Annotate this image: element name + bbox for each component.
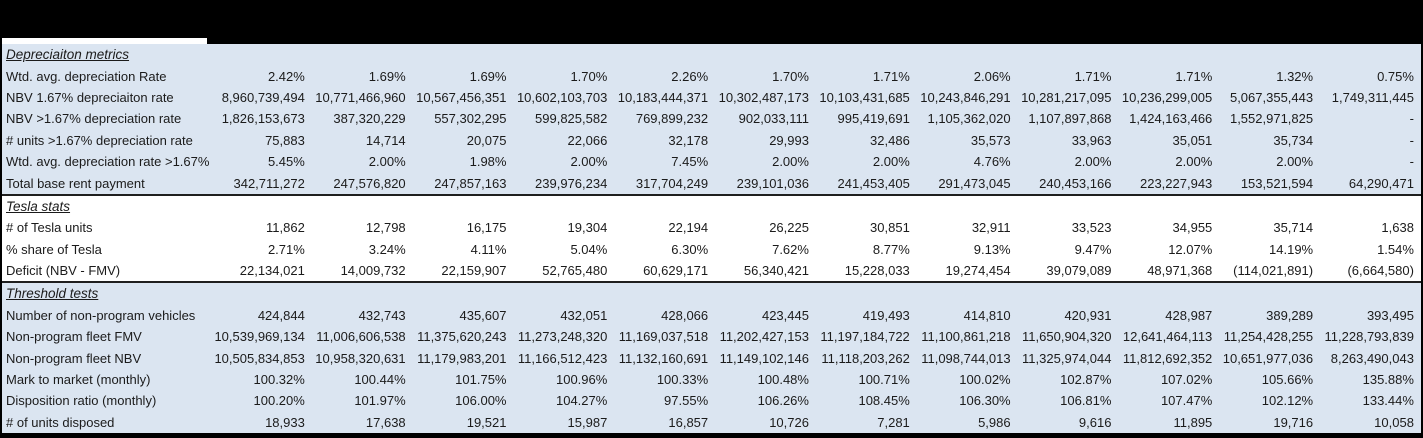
cell[interactable]: 11,006,606,538 (316, 329, 406, 345)
cell[interactable]: 17,638 (365, 414, 406, 430)
cell[interactable]: 22,194 (668, 220, 709, 236)
table-row (2, 260, 1421, 283)
row-label[interactable]: % share of Tesla (6, 241, 102, 257)
cell[interactable]: 8,263,490,043 (1330, 350, 1414, 366)
cell[interactable]: 102.12% (1261, 393, 1314, 409)
cell[interactable]: 387,320,229 (333, 111, 406, 127)
cell[interactable]: 7.45% (671, 154, 709, 170)
cell[interactable]: 35,573 (970, 132, 1011, 148)
cell[interactable]: 393,495 (1366, 307, 1414, 323)
row-label[interactable]: Wtd. avg. depreciation rate >1.67% (6, 154, 210, 170)
cell[interactable]: 1.71% (1074, 68, 1112, 84)
cell[interactable]: 6.30% (671, 241, 709, 257)
table-row (2, 390, 1421, 411)
cell[interactable]: 14,714 (365, 132, 406, 148)
cell[interactable]: 33,963 (1071, 132, 1112, 148)
cell[interactable]: 15,987 (567, 414, 608, 430)
table-row (2, 108, 1421, 129)
cell[interactable]: 10,281,217,095 (1021, 89, 1112, 105)
cell[interactable]: 33,523 (1071, 220, 1112, 236)
cell[interactable]: 11,149,102,146 (719, 350, 809, 366)
table-row (2, 217, 1421, 238)
cell[interactable]: 5,067,355,443 (1229, 89, 1314, 105)
cell[interactable]: 97.55% (664, 393, 709, 409)
table-row (2, 347, 1421, 368)
table-row (2, 305, 1421, 326)
table-row (2, 326, 1421, 347)
cell[interactable]: 10,183,444,371 (617, 89, 709, 105)
cell[interactable]: 1.98% (469, 154, 507, 170)
header-band (0, 0, 1423, 38)
cell[interactable]: 1,107,897,868 (1028, 111, 1112, 127)
cell[interactable]: 11,375,620,243 (417, 329, 507, 345)
cell[interactable]: 1.69% (368, 68, 406, 84)
cell[interactable]: - (1409, 111, 1414, 127)
cell[interactable]: 22,159,907 (441, 263, 507, 279)
cell[interactable]: 11,273,248,320 (517, 329, 608, 345)
cell[interactable]: 11,228,793,839 (1324, 329, 1414, 345)
cell[interactable]: 239,101,036 (736, 175, 809, 191)
cell[interactable]: 241,453,405 (837, 175, 910, 191)
cell[interactable]: 133.44% (1362, 393, 1414, 409)
cell[interactable]: 102.87% (1060, 372, 1112, 388)
cell[interactable]: 247,857,163 (434, 175, 507, 191)
section-header-row (2, 44, 1421, 65)
cell[interactable]: 11,202,427,153 (719, 329, 809, 345)
cell[interactable]: 10,243,846,291 (920, 89, 1011, 105)
cell[interactable]: 8.77% (872, 241, 910, 257)
cell[interactable]: 12,798 (365, 220, 406, 236)
cell[interactable]: 432,743 (358, 307, 406, 323)
cell[interactable]: 8,960,739,494 (221, 89, 305, 105)
cell[interactable]: 60,629,171 (643, 263, 709, 279)
cell[interactable]: 1.54% (1377, 241, 1414, 257)
cell[interactable]: 4.76% (973, 154, 1011, 170)
table-row (2, 87, 1421, 108)
cell[interactable]: 2.00% (772, 154, 809, 170)
cell[interactable]: 100.48% (757, 372, 809, 388)
row-label[interactable]: Wtd. avg. depreciation Rate (6, 68, 167, 84)
cell[interactable]: 2.00% (1175, 154, 1213, 170)
cell[interactable]: 11,098,744,013 (921, 350, 1011, 366)
cell[interactable]: 10,058 (1374, 414, 1414, 430)
cell[interactable]: 32,911 (971, 220, 1011, 236)
cell[interactable]: 105.66% (1261, 372, 1314, 388)
section-header-row (2, 283, 1421, 304)
cell[interactable]: 107.02% (1160, 372, 1213, 388)
table-row (2, 172, 1421, 195)
cell[interactable]: 106.00% (455, 393, 507, 409)
row-label[interactable]: Non-program fleet NBV (6, 350, 142, 366)
cell[interactable]: 19,521 (466, 414, 507, 430)
cell[interactable]: 5,986 (978, 414, 1011, 430)
cell[interactable]: 100.44% (354, 372, 406, 388)
cell[interactable]: 10,302,487,173 (718, 89, 809, 105)
cell[interactable]: 995,419,691 (837, 111, 910, 127)
cell[interactable]: 10,958,320,631 (315, 350, 406, 366)
cell[interactable]: 104.27% (555, 393, 608, 409)
cell[interactable]: 1,826,153,673 (221, 111, 305, 127)
cell[interactable]: 34,955 (1172, 220, 1213, 236)
cell[interactable]: 389,289 (1266, 307, 1314, 323)
cell[interactable]: 22,066 (567, 132, 608, 148)
cell[interactable]: 10,726 (769, 414, 809, 430)
table-row (2, 65, 1421, 86)
row-label[interactable]: # of units disposed (6, 414, 115, 430)
cell[interactable]: 5.45% (267, 154, 305, 170)
cell[interactable]: 75,883 (265, 132, 305, 148)
cell[interactable]: 2.26% (671, 68, 709, 84)
table-left-border (0, 38, 2, 438)
cell[interactable]: 101.97% (354, 393, 406, 409)
cell[interactable]: 11,895 (1173, 414, 1213, 430)
cell[interactable]: 32,486 (870, 132, 910, 148)
cell[interactable]: 428,987 (1165, 307, 1213, 323)
cell[interactable]: 11,166,512,423 (517, 350, 608, 366)
cell[interactable]: 432,051 (560, 307, 608, 323)
cell[interactable]: 2.71% (267, 241, 305, 257)
cell[interactable]: 29,993 (769, 132, 809, 148)
cell[interactable]: - (1409, 132, 1414, 148)
cell[interactable]: 2.42% (267, 68, 305, 84)
cell[interactable]: 557,302,295 (434, 111, 507, 127)
cell[interactable]: 10,505,834,853 (214, 350, 305, 366)
cell[interactable]: 11,169,037,518 (618, 329, 709, 345)
cell[interactable]: 11,132,160,691 (618, 350, 709, 366)
cell[interactable]: 14.19% (1269, 241, 1314, 257)
cell[interactable]: 11,254,428,255 (1223, 329, 1314, 345)
cell[interactable]: 11,650,904,320 (1022, 329, 1112, 345)
cell[interactable]: 902,033,111 (738, 111, 809, 127)
cell[interactable]: 10,771,466,960 (315, 89, 406, 105)
cell[interactable]: 19,304 (567, 220, 608, 236)
cell[interactable]: 12.07% (1168, 241, 1213, 257)
table-row (2, 412, 1421, 433)
cell[interactable]: 4.11% (470, 241, 507, 257)
cell[interactable]: 1,638 (1381, 220, 1414, 236)
cell[interactable]: 100.02% (959, 372, 1011, 388)
row-label[interactable]: NBV >1.67% depreciation rate (6, 111, 182, 127)
cell[interactable]: 32,178 (668, 132, 709, 148)
row-label[interactable]: Total base rent payment (6, 175, 145, 191)
cell[interactable]: 7.62% (772, 241, 809, 257)
cell[interactable]: 1.71% (1175, 68, 1213, 84)
cell[interactable]: 3.24% (368, 241, 406, 257)
cell[interactable]: 10,567,456,351 (416, 89, 507, 105)
cell[interactable]: 1,749,311,445 (1331, 89, 1414, 105)
cell[interactable]: 9,616 (1078, 414, 1112, 430)
cell[interactable]: 16,857 (668, 414, 709, 430)
row-label[interactable]: # units >1.67% depreciation rate (6, 132, 193, 148)
cell[interactable]: 5.04% (570, 241, 608, 257)
cell[interactable]: 100.96% (555, 372, 608, 388)
cell[interactable]: 9.47% (1074, 241, 1112, 257)
cell[interactable]: 14,009,732 (340, 263, 406, 279)
cell[interactable]: 35,714 (1273, 220, 1314, 236)
cell[interactable]: 1.70% (570, 68, 608, 84)
cell[interactable]: 56,340,421 (743, 263, 809, 279)
cell[interactable]: 22,134,021 (239, 263, 305, 279)
cell[interactable]: 1,552,971,825 (1229, 111, 1314, 127)
cell[interactable]: 18,933 (265, 414, 305, 430)
cell[interactable]: 153,521,594 (1240, 175, 1314, 191)
cell[interactable]: 11,325,974,044 (1022, 350, 1112, 366)
table-bottom-border (0, 433, 1423, 438)
section-label[interactable]: Tesla stats (6, 198, 71, 214)
row-label[interactable]: Disposition ratio (monthly) (6, 393, 157, 409)
cell[interactable]: 428,066 (661, 307, 709, 323)
cell[interactable]: 15,228,033 (844, 263, 910, 279)
cell[interactable]: 10,651,977,036 (1222, 350, 1314, 366)
cell[interactable]: 106.81% (1060, 393, 1112, 409)
cell[interactable]: 2.06% (973, 68, 1011, 84)
cell[interactable]: 342,711,272 (233, 175, 305, 191)
cell[interactable]: 291,473,045 (938, 175, 1011, 191)
cell[interactable]: 11,197,184,722 (820, 329, 910, 345)
cell[interactable]: 423,445 (761, 307, 809, 323)
cell[interactable]: 419,493 (862, 307, 910, 323)
cell[interactable]: 20,075 (466, 132, 507, 148)
table-row (2, 239, 1421, 260)
cell[interactable]: 11,100,861,218 (921, 329, 1011, 345)
cell[interactable]: 107.47% (1160, 393, 1213, 409)
section-label[interactable]: Threshold tests (6, 286, 99, 302)
cell[interactable]: 1.69% (469, 68, 507, 84)
cell[interactable]: 10,602,103,703 (516, 89, 608, 105)
cell[interactable]: 11,862 (266, 220, 305, 236)
row-label[interactable]: Non-program fleet FMV (6, 329, 142, 345)
cell[interactable]: 19,274,454 (945, 263, 1011, 279)
cell[interactable]: - (1409, 154, 1414, 170)
cell[interactable]: 35,734 (1273, 132, 1314, 148)
cell[interactable]: 64,290,471 (1348, 175, 1414, 191)
cell[interactable]: 599,825,582 (535, 111, 608, 127)
cell[interactable]: 48,971,368 (1147, 263, 1213, 279)
cell[interactable]: 52,765,480 (542, 263, 608, 279)
cell[interactable]: 247,576,820 (333, 175, 406, 191)
cell[interactable]: 2.00% (1074, 154, 1112, 170)
cell[interactable]: 39,079,089 (1046, 263, 1112, 279)
cell[interactable]: 2.00% (368, 154, 406, 170)
table-row (2, 130, 1421, 151)
cell[interactable]: 101.75% (455, 372, 507, 388)
row-label[interactable]: Number of non-program vehicles (6, 307, 196, 323)
cell[interactable]: 35,051 (1172, 132, 1213, 148)
table-row (2, 369, 1421, 390)
cell[interactable]: 106.30% (959, 393, 1011, 409)
cell[interactable]: 414,810 (963, 307, 1011, 323)
cell[interactable]: 9.13% (973, 241, 1011, 257)
cell[interactable]: 2.00% (1276, 154, 1314, 170)
cell[interactable]: 100.71% (858, 372, 910, 388)
cell[interactable]: 1,105,362,020 (927, 111, 1011, 127)
table-row (2, 151, 1421, 172)
cell[interactable]: 2.00% (570, 154, 608, 170)
cell[interactable]: (114,021,891) (1233, 263, 1314, 279)
cell[interactable]: 769,899,232 (635, 111, 709, 127)
table-body (2, 44, 1421, 433)
cell[interactable]: 11,118,203,262 (821, 350, 910, 366)
cell[interactable]: 1.32% (1276, 68, 1314, 84)
section-header-row (2, 196, 1421, 217)
cell[interactable]: 135.88% (1362, 372, 1414, 388)
cell[interactable]: 10,236,299,005 (1121, 89, 1213, 105)
cell[interactable]: 16,175 (466, 220, 507, 236)
cell[interactable]: 106.26% (757, 393, 809, 409)
row-label[interactable]: Deficit (NBV - FMV) (6, 263, 121, 279)
cell[interactable]: 0.75% (1377, 68, 1414, 84)
cell[interactable]: 10,539,969,134 (214, 329, 305, 345)
cell[interactable]: (6,664,580) (1347, 263, 1414, 279)
cell[interactable]: 420,931 (1064, 307, 1112, 323)
cell[interactable]: 317,704,249 (635, 175, 709, 191)
cell[interactable]: 12,641,464,113 (1122, 329, 1213, 345)
cell[interactable]: 435,607 (459, 307, 507, 323)
section-label[interactable]: Depreciaiton metrics (6, 47, 130, 63)
cell[interactable]: 1.71% (872, 68, 910, 84)
cell[interactable]: 2.00% (872, 154, 910, 170)
cell[interactable]: 100.33% (656, 372, 709, 388)
cell[interactable]: 223,227,943 (1139, 175, 1213, 191)
cell[interactable]: 424,844 (257, 307, 305, 323)
row-label[interactable]: Mark to market (monthly) (6, 372, 151, 388)
cell[interactable]: 19,716 (1273, 414, 1314, 430)
cell[interactable]: 30,851 (870, 220, 910, 236)
cell[interactable]: 240,453,166 (1039, 175, 1112, 191)
cell[interactable]: 100.32% (253, 372, 305, 388)
cell[interactable]: 11,812,692,352 (1122, 350, 1213, 366)
cell[interactable]: 1.70% (772, 68, 809, 84)
cell[interactable]: 7,281 (877, 414, 910, 430)
cell[interactable]: 108.45% (858, 393, 910, 409)
cell[interactable]: 26,225 (769, 220, 809, 236)
cell[interactable]: 100.20% (253, 393, 305, 409)
cell[interactable]: 1,424,163,466 (1129, 111, 1213, 127)
row-label[interactable]: # of Tesla units (6, 220, 93, 236)
cell[interactable]: 10,103,431,685 (819, 89, 910, 105)
cell[interactable]: 11,179,983,201 (417, 350, 507, 366)
cell[interactable]: 239,976,234 (535, 175, 608, 191)
row-label[interactable]: NBV 1.67% depreciaiton rate (6, 89, 174, 105)
